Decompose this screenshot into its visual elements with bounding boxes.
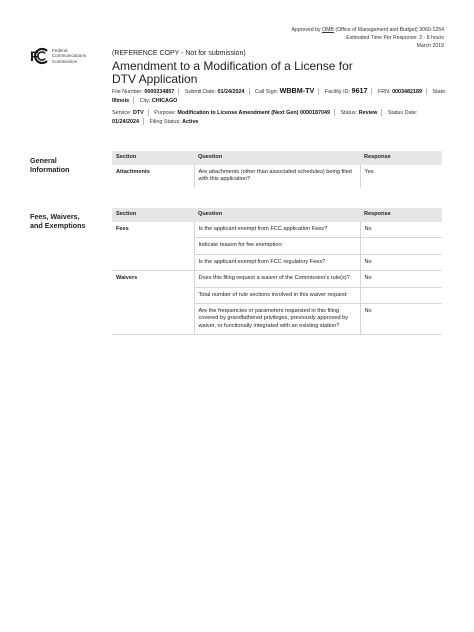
row-question: Are the frequencies or parameters requested in this filing covered by grandfathered privileges, previously approved by waiver, or functionally integrated with an existing station? <box>194 304 360 335</box>
omb-date: March 2019 <box>416 43 444 49</box>
row-question: Total number of rule sections involved in this waiver request: <box>194 287 360 303</box>
call-sign-value: WBBM-TV <box>279 86 315 95</box>
fees-heading-line-1: Fees, Waivers, <box>30 212 80 221</box>
table-row <box>112 165 442 188</box>
table-header-row <box>112 151 442 165</box>
status-date-value: 01/24/2024 <box>112 119 139 125</box>
row-section: Attachments <box>116 169 150 175</box>
fees-waivers-table <box>112 208 442 335</box>
table-row <box>112 254 442 270</box>
table-row <box>112 271 442 287</box>
fees-heading-line-2: and Exemptions <box>30 221 86 230</box>
row-response <box>360 287 442 303</box>
filing-status-label: Filing Status: <box>149 119 181 125</box>
facility-id-label: Facility ID: <box>324 89 350 95</box>
meta-row-3 <box>112 109 447 118</box>
row-question: Is the applicant exempt from FCC application Fees? <box>194 222 360 238</box>
omb-suffix: (Office of Management and Budget) 3060-1254 <box>335 27 444 33</box>
row-section <box>112 238 194 254</box>
fcc-logo-mark-icon <box>30 47 48 65</box>
general-heading-line-1: General <box>30 156 57 165</box>
row-response: No <box>360 304 442 335</box>
agency-line-3: Commission <box>52 58 78 64</box>
file-number-value: 0000234857 <box>144 89 175 95</box>
meta-row-1 <box>112 86 447 97</box>
meta-row-2 <box>112 97 447 106</box>
frn-value: 0003482189 <box>392 89 423 95</box>
row-response: No <box>360 254 442 270</box>
row-section <box>112 254 194 270</box>
omb-link[interactable]: OMB <box>322 27 334 33</box>
row-question: Indicate reason for fee exemption: <box>194 238 360 254</box>
row-response: No <box>360 222 442 238</box>
state-label: State: <box>432 89 447 95</box>
fees-waivers-heading <box>30 212 86 230</box>
column-header-question: Question <box>194 151 360 165</box>
table-row <box>112 287 442 303</box>
status-label: Status: <box>340 110 358 116</box>
column-header-section: Section <box>112 151 194 165</box>
filing-status-value: Active <box>182 119 199 125</box>
row-response: Yes <box>360 165 442 188</box>
reference-copy-note: (REFERENCE COPY - Not for submission) <box>112 50 246 57</box>
purpose-label: Purpose: <box>154 110 176 116</box>
svg-text:F: F <box>30 48 39 64</box>
column-header-response: Response <box>360 208 442 222</box>
frn-label: FRN: <box>377 89 391 95</box>
state-value: Illinois <box>112 98 130 104</box>
row-section: Fees <box>116 226 129 232</box>
row-section <box>112 304 194 335</box>
city-label: City: <box>139 98 151 104</box>
service-label: Service: <box>112 110 132 116</box>
status-date-label: Status Date: <box>387 110 418 116</box>
agency-line-1: Federal <box>52 48 68 53</box>
general-information-heading <box>30 156 70 174</box>
page-title: Amendment to a Modification of a License for DTV Application <box>112 59 353 86</box>
row-response <box>360 238 442 254</box>
row-response: No <box>360 271 442 287</box>
table-header-row <box>112 208 442 222</box>
general-information-table <box>112 151 442 188</box>
facility-id-value: 9617 <box>351 86 368 95</box>
call-sign-label: Call Sign: <box>255 89 279 95</box>
column-header-response: Response <box>360 151 442 165</box>
table-row <box>112 238 442 254</box>
row-question: Does this filing request a waiver of the Commission's rule(s)? <box>194 271 360 287</box>
application-metadata <box>112 86 447 127</box>
row-question: Is the applicant exempt from FCC regulatory Fees? <box>194 254 360 270</box>
table-row <box>112 222 442 238</box>
meta-row-4 <box>112 118 447 127</box>
fcc-logo <box>30 47 90 69</box>
column-header-question: Question <box>194 208 360 222</box>
omb-time: Estimated Time Per Response: 2 - 8 hours <box>346 35 444 41</box>
omb-prefix: Approved by <box>291 27 321 33</box>
row-section <box>112 287 194 303</box>
column-header-section: Section <box>112 208 194 222</box>
row-section: Waivers <box>116 275 138 282</box>
city-value: CHICAGO <box>151 98 178 104</box>
agency-line-2: Communications <box>52 53 87 59</box>
row-question: Are attachments (other than associated schedules) being filed with this application? <box>194 165 360 188</box>
submit-date-label: Submit Date: <box>184 89 217 95</box>
submit-date-value: 01/24/2024 <box>217 89 245 95</box>
status-value: Review <box>358 110 378 116</box>
omb-notice <box>291 26 444 50</box>
general-heading-line-2: Information <box>30 165 70 174</box>
purpose-value: Modification to License Amendment (Next Gen) 0000187049 <box>177 110 330 116</box>
agency-name <box>52 48 86 64</box>
table-row <box>112 304 442 335</box>
service-value: DTV <box>132 110 144 116</box>
file-number-label: File Number: <box>112 89 143 95</box>
